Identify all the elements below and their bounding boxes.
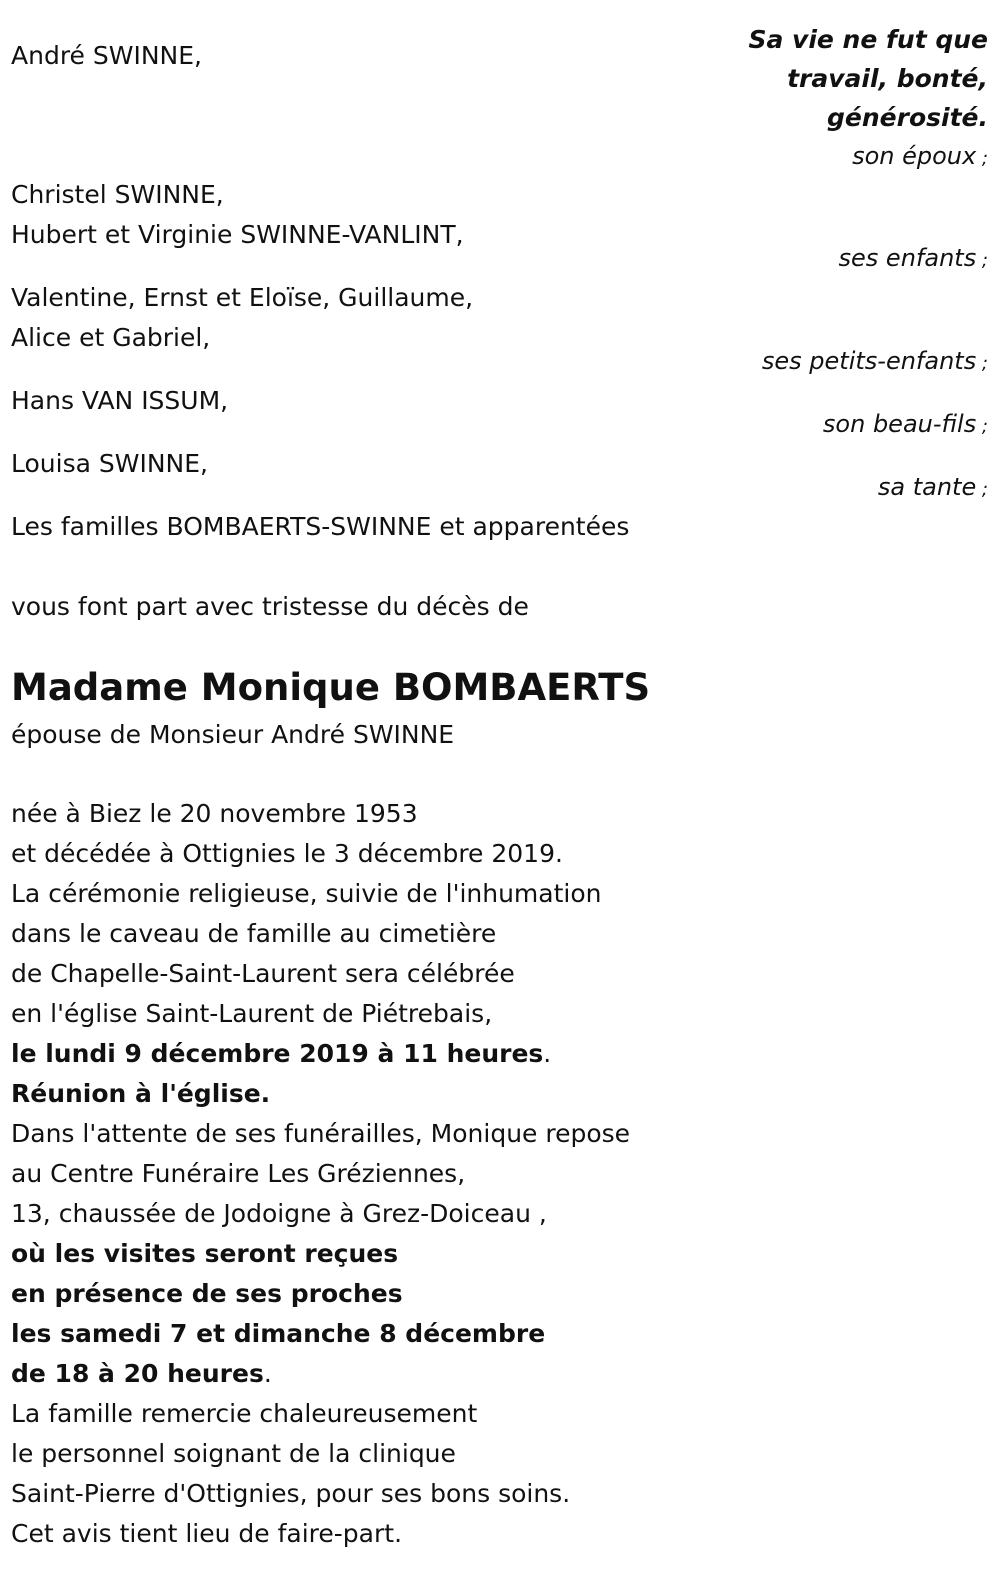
grandchildren-names: Alice et Gabriel, xyxy=(11,323,211,352)
spouse-name: André SWINNE, xyxy=(11,41,202,70)
visits-line: les samedi 7 et dimanche 8 décembre xyxy=(11,1319,546,1348)
soninlaw-name: Hans VAN ISSUM, xyxy=(11,386,229,415)
ceremony-line: de Chapelle-Saint-Laurent sera célébrée xyxy=(11,959,515,988)
details-block xyxy=(11,794,630,1554)
ceremony-date: le lundi 9 décembre 2019 à 11 heures xyxy=(11,1039,544,1068)
child-name: Hubert et Virginie SWINNE-VANLINT, xyxy=(11,220,464,249)
spouse-relation: son époux ; xyxy=(852,142,988,170)
death-line: et décédée à Ottignies le 3 décembre 2019. xyxy=(11,839,563,868)
ceremony-line: La cérémonie religieuse, suivie de l'inhumation xyxy=(11,879,602,908)
child-name: Christel SWINNE, xyxy=(11,180,224,209)
grandchildren-relation: ses petits-enfants ; xyxy=(761,347,988,375)
aunt-name: Louisa SWINNE, xyxy=(11,449,208,478)
thanks-line: le personnel soignant de la clinique xyxy=(11,1439,456,1468)
visits-line: où les visites seront reçues xyxy=(11,1239,399,1268)
rest-line: au Centre Funéraire Les Gréziennes, xyxy=(11,1159,466,1188)
families-line: Les familles BOMBAERTS-SWINNE et apparentées xyxy=(11,512,630,541)
ceremony-line: en l'église Saint-Laurent de Piétrebais, xyxy=(11,999,493,1028)
motto-quote xyxy=(748,20,988,137)
closing-line: Cet avis tient lieu de faire-part. xyxy=(11,1519,403,1548)
children-relation: ses enfants ; xyxy=(838,244,988,272)
aunt-relation: sa tante ; xyxy=(877,473,988,501)
visits-hours-line: de 18 à 20 heures. xyxy=(11,1359,272,1388)
motto-line: générosité. xyxy=(827,103,988,132)
motto-line: Sa vie ne fut que xyxy=(748,25,988,54)
motto-line: travail, bonté, xyxy=(787,64,988,93)
address-line: 13, chaussée de Jodoigne à Grez-Doiceau , xyxy=(11,1199,547,1228)
announcement-text: vous font part avec tristesse du décès de xyxy=(11,592,529,621)
deceased-name: Madame Monique BOMBAERTS xyxy=(11,666,651,709)
rest-line: Dans l'attente de ses funérailles, Monique repose xyxy=(11,1119,631,1148)
meeting-line: Réunion à l'église. xyxy=(11,1079,271,1108)
soninlaw-relation: son beau-fils ; xyxy=(822,410,988,438)
grandchildren-names: Valentine, Ernst et Eloïse, Guillaume, xyxy=(11,283,474,312)
thanks-line: Saint-Pierre d'Ottignies, pour ses bons soins. xyxy=(11,1479,571,1508)
thanks-line: La famille remercie chaleureusement xyxy=(11,1399,478,1428)
visits-line: en présence de ses proches xyxy=(11,1279,403,1308)
ceremony-date-line: le lundi 9 décembre 2019 à 11 heures. xyxy=(11,1039,552,1068)
birth-line: née à Biez le 20 novembre 1953 xyxy=(11,799,418,828)
ceremony-line: dans le caveau de famille au cimetière xyxy=(11,919,497,948)
visits-hours: de 18 à 20 heures xyxy=(11,1359,264,1388)
deceased-subtitle: épouse de Monsieur André SWINNE xyxy=(11,720,455,749)
